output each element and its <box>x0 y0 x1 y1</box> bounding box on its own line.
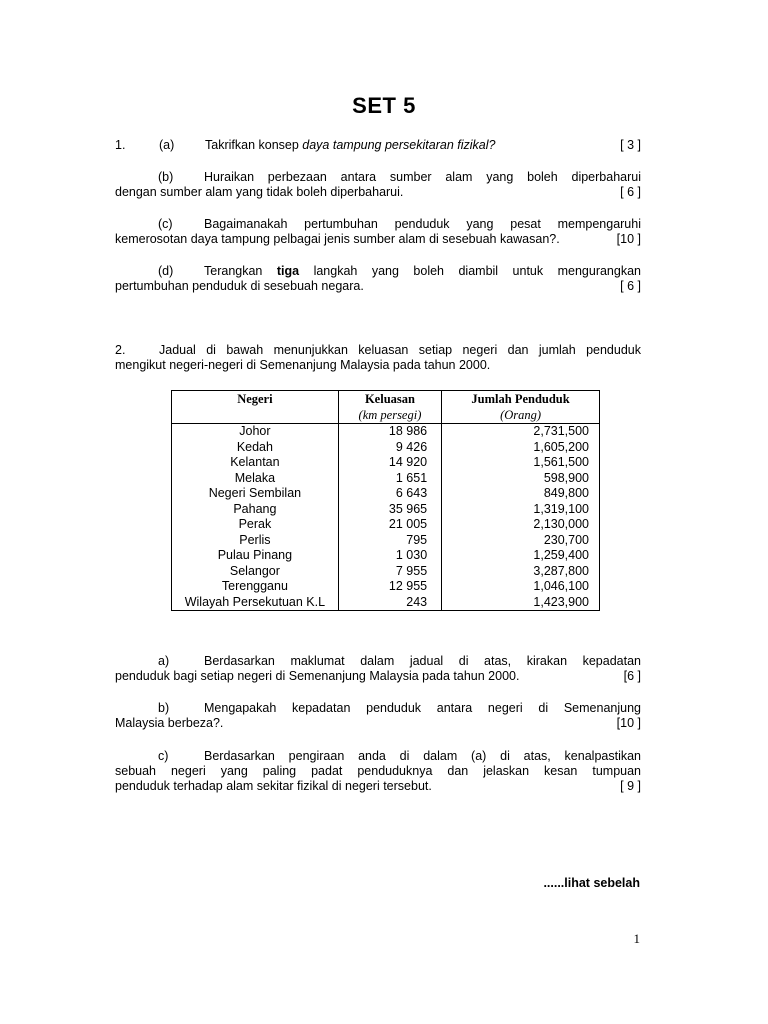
question-text: Takrifkan konsep <box>205 138 303 152</box>
cell-state: Kedah <box>172 440 339 456</box>
cell-area: 6 643 <box>338 486 441 502</box>
sub-label: c) <box>158 749 169 763</box>
cell-state: Wilayah Persekutuan K.L <box>172 595 339 611</box>
cell-area: 795 <box>338 533 441 549</box>
marks: [6 ] <box>623 669 641 683</box>
table-row <box>172 455 600 471</box>
table-row <box>172 579 600 595</box>
cell-population: 598,900 <box>442 471 600 487</box>
question-text: Berdasarkan pengiraan anda di dalam (a) di atas, kenalpastikan <box>204 749 641 763</box>
cell-state: Johor <box>172 424 339 440</box>
question-1d <box>115 264 641 294</box>
question-1b <box>115 170 641 200</box>
cell-state: Selangor <box>172 564 339 580</box>
page-number: 1 <box>633 931 640 946</box>
sub-label: b) <box>158 701 170 715</box>
cell-population: 1,046,100 <box>442 579 600 595</box>
cell-area: 21 005 <box>338 517 441 533</box>
cell-population: 1,259,400 <box>442 548 600 564</box>
question-text: pertumbuhan penduduk di sesebuah negara. <box>115 279 364 293</box>
cell-population: 2,731,500 <box>442 424 600 440</box>
table-row <box>172 564 600 580</box>
table-row <box>172 548 600 564</box>
question-text-bold: tiga <box>276 264 300 278</box>
question-1c <box>115 217 641 247</box>
cell-state: Negeri Sembilan <box>172 486 339 502</box>
question-number: 1. <box>115 138 126 152</box>
cell-state: Pulau Pinang <box>172 548 339 564</box>
cell-state: Kelantan <box>172 455 339 471</box>
cell-population: 1,605,200 <box>442 440 600 456</box>
question-text: dengan sumber alam yang tidak boleh diperbaharui. <box>115 185 404 199</box>
sub-label: (c) <box>158 217 173 231</box>
question-text: Bagaimanakah pertumbuhan penduduk yang pesat mempengaruhi <box>204 217 641 231</box>
question-text: sebuah negeri yang paling padat penduduknya dan jelaskan kesan tumpuan <box>115 764 641 778</box>
cell-state: Perak <box>172 517 339 533</box>
cell-area: 9 426 <box>338 440 441 456</box>
marks: [ 3 ] <box>620 138 641 152</box>
table-row <box>172 440 600 456</box>
question-text: penduduk terhadap alam sekitar fizikal di negeri tersebut. <box>115 779 432 793</box>
marks: [ 9 ] <box>620 779 641 793</box>
question-text-emphasis: daya tampung persekitaran fizikal? <box>302 138 496 152</box>
question-text: mengikut negeri-negeri di Semenanjung Malaysia pada tahun 2000. <box>115 358 491 372</box>
cell-population: 849,800 <box>442 486 600 502</box>
cell-state: Melaka <box>172 471 339 487</box>
table-row <box>172 471 600 487</box>
cell-area: 14 920 <box>338 455 441 471</box>
question-text: penduduk bagi setiap negeri di Semenanjung Malaysia pada tahun 2000. <box>115 669 520 683</box>
question-2c <box>115 749 641 794</box>
question-2-intro <box>115 343 641 373</box>
marks: [ 6 ] <box>620 185 641 199</box>
table-header-row <box>172 391 600 424</box>
question-2a <box>115 654 641 684</box>
cell-area: 1 651 <box>338 471 441 487</box>
cell-area: 7 955 <box>338 564 441 580</box>
question-text: langkah yang boleh diambil untuk mengurangkan <box>299 264 641 278</box>
marks: [ 6 ] <box>620 279 641 293</box>
cell-area: 18 986 <box>338 424 441 440</box>
cell-state: Perlis <box>172 533 339 549</box>
cell-population: 1,319,100 <box>442 502 600 518</box>
table-row <box>172 533 600 549</box>
question-text: kemerosotan daya tampung pelbagai jenis sumber alam di sesebuah kawasan?. <box>115 232 560 246</box>
next-page-note: ......lihat sebelah <box>543 876 640 890</box>
sub-label: (d) <box>158 264 174 278</box>
marks: [10 ] <box>616 232 641 246</box>
header-population: Jumlah Penduduk (Orang) <box>442 391 600 424</box>
population-table <box>171 390 600 611</box>
sub-label: (b) <box>158 170 174 184</box>
cell-area: 35 965 <box>338 502 441 518</box>
header-area: Keluasan (km persegi) <box>338 391 441 424</box>
table-row <box>172 502 600 518</box>
table-row <box>172 517 600 533</box>
question-text: Huraikan perbezaan antara sumber alam yang boleh diperbaharui <box>204 170 641 184</box>
page-title: SET 5 <box>352 93 416 118</box>
question-number: 2. <box>115 343 126 357</box>
question-2b <box>115 701 641 731</box>
table-row <box>172 424 600 440</box>
marks: [10 ] <box>616 716 641 730</box>
header-population-unit: (Orang) <box>500 407 542 422</box>
sub-label: (a) <box>159 138 175 152</box>
cell-area: 243 <box>338 595 441 611</box>
cell-population: 3,287,800 <box>442 564 600 580</box>
cell-population: 1,423,900 <box>442 595 600 611</box>
question-text: Mengapakah kepadatan penduduk antara negeri di Semenanjung <box>204 701 641 715</box>
table-row <box>172 486 600 502</box>
cell-state: Pahang <box>172 502 339 518</box>
cell-population: 2,130,000 <box>442 517 600 533</box>
sub-label: a) <box>158 654 170 668</box>
header-area-unit: (km persegi) <box>358 407 422 422</box>
question-text: Berdasarkan maklumat dalam jadual di atas, kirakan kepadatan <box>204 654 641 668</box>
question-text: Jadual di bawah menunjukkan keluasan setiap negeri dan jumlah penduduk <box>159 343 641 357</box>
question-text: Terangkan <box>204 264 277 278</box>
cell-state: Terengganu <box>172 579 339 595</box>
cell-population: 1,561,500 <box>442 455 600 471</box>
cell-area: 12 955 <box>338 579 441 595</box>
cell-population: 230,700 <box>442 533 600 549</box>
question-1a <box>115 138 641 153</box>
header-state: Negeri <box>172 391 339 424</box>
question-text: Malaysia berbeza?. <box>115 716 224 730</box>
cell-area: 1 030 <box>338 548 441 564</box>
table-row <box>172 595 600 611</box>
